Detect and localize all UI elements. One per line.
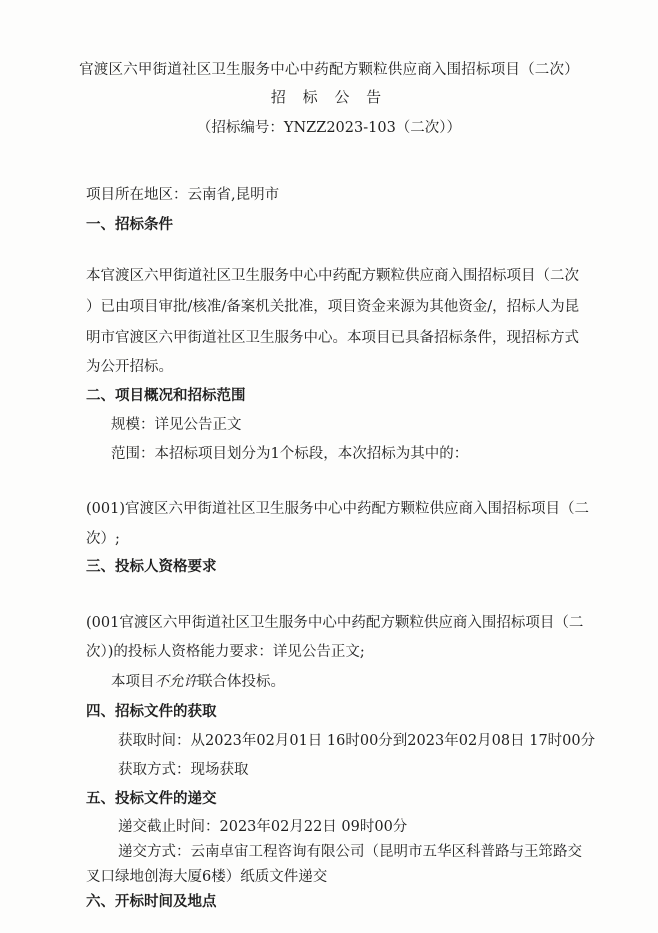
section-heading-documents: 四、招标文件的获取 <box>86 704 217 720</box>
conditions-line-2: ）已由项目审批/核准/备案机关批准，项目资金来源为其他资金/，招标人为昆 <box>86 299 580 315</box>
document-obtain-method: 获取方式：现场获取 <box>118 762 249 778</box>
consortium-suffix: 联合体投标。 <box>198 674 285 690</box>
lot-line-1: (001)官渡区六甲街道社区卫生服务中心中药配方颗粒供应商入围招标项目（二 <box>86 501 589 517</box>
lot-line-2: 次）; <box>86 531 120 547</box>
announcement-subtitle: 招 标 公 告 <box>270 88 388 106</box>
section-heading-qualification: 三、投标人资格要求 <box>86 559 217 575</box>
consortium-note <box>111 670 285 691</box>
project-scope: 范围：本招标项目划分为1个标段，本次招标为其中的： <box>111 446 469 462</box>
section-heading-conditions: 一、招标条件 <box>86 217 173 233</box>
section-heading-opening: 六、开标时间及地点 <box>86 894 217 910</box>
conditions-line-3: 明市官渡区六甲街道社区卫生服务中心。本项目已具备招标条件，现招标方式 <box>86 330 579 346</box>
project-scale: 规模：详见公告正文 <box>111 417 242 433</box>
qualification-line-2: 次）)的投标人资格能力要求：详见公告正文; <box>86 644 365 660</box>
document-obtain-time: 获取时间：从2023年02月01日 16时00分到2023年02月08日 17时00分 <box>118 733 596 749</box>
conditions-line-4: 为公开招标。 <box>86 359 173 375</box>
consortium-not-allowed: 不允许 <box>154 674 198 690</box>
submission-method-line-2: 叉口绿地创海大厦6楼）纸质文件递交 <box>86 869 328 885</box>
submission-method-line-1: 递交方式：云南卓宙工程咨询有限公司（昆明市五华区科普路与王筇路交 <box>118 844 582 860</box>
announcement-title: 官渡区六甲街道社区卫生服务中心中药配方颗粒供应商入围招标项目（二次） <box>79 62 579 78</box>
consortium-prefix: 本项目 <box>111 674 155 690</box>
qualification-line-1: (001官渡区六甲街道社区卫生服务中心中药配方颗粒供应商入围招标项目（二 <box>86 615 584 631</box>
conditions-line-1: 本官渡区六甲街道社区卫生服务中心中药配方颗粒供应商入围招标项目（二次 <box>86 268 579 284</box>
section-heading-submission: 五、投标文件的递交 <box>86 791 217 807</box>
tender-number: （招标编号：YNZZ2023-103（二次）） <box>196 120 462 136</box>
section-heading-overview: 二、项目概况和招标范围 <box>86 388 246 404</box>
submission-deadline: 递交截止时间：2023年02月22日 09时00分 <box>118 819 408 835</box>
project-region: 项目所在地区：云南省,昆明市 <box>86 187 280 203</box>
